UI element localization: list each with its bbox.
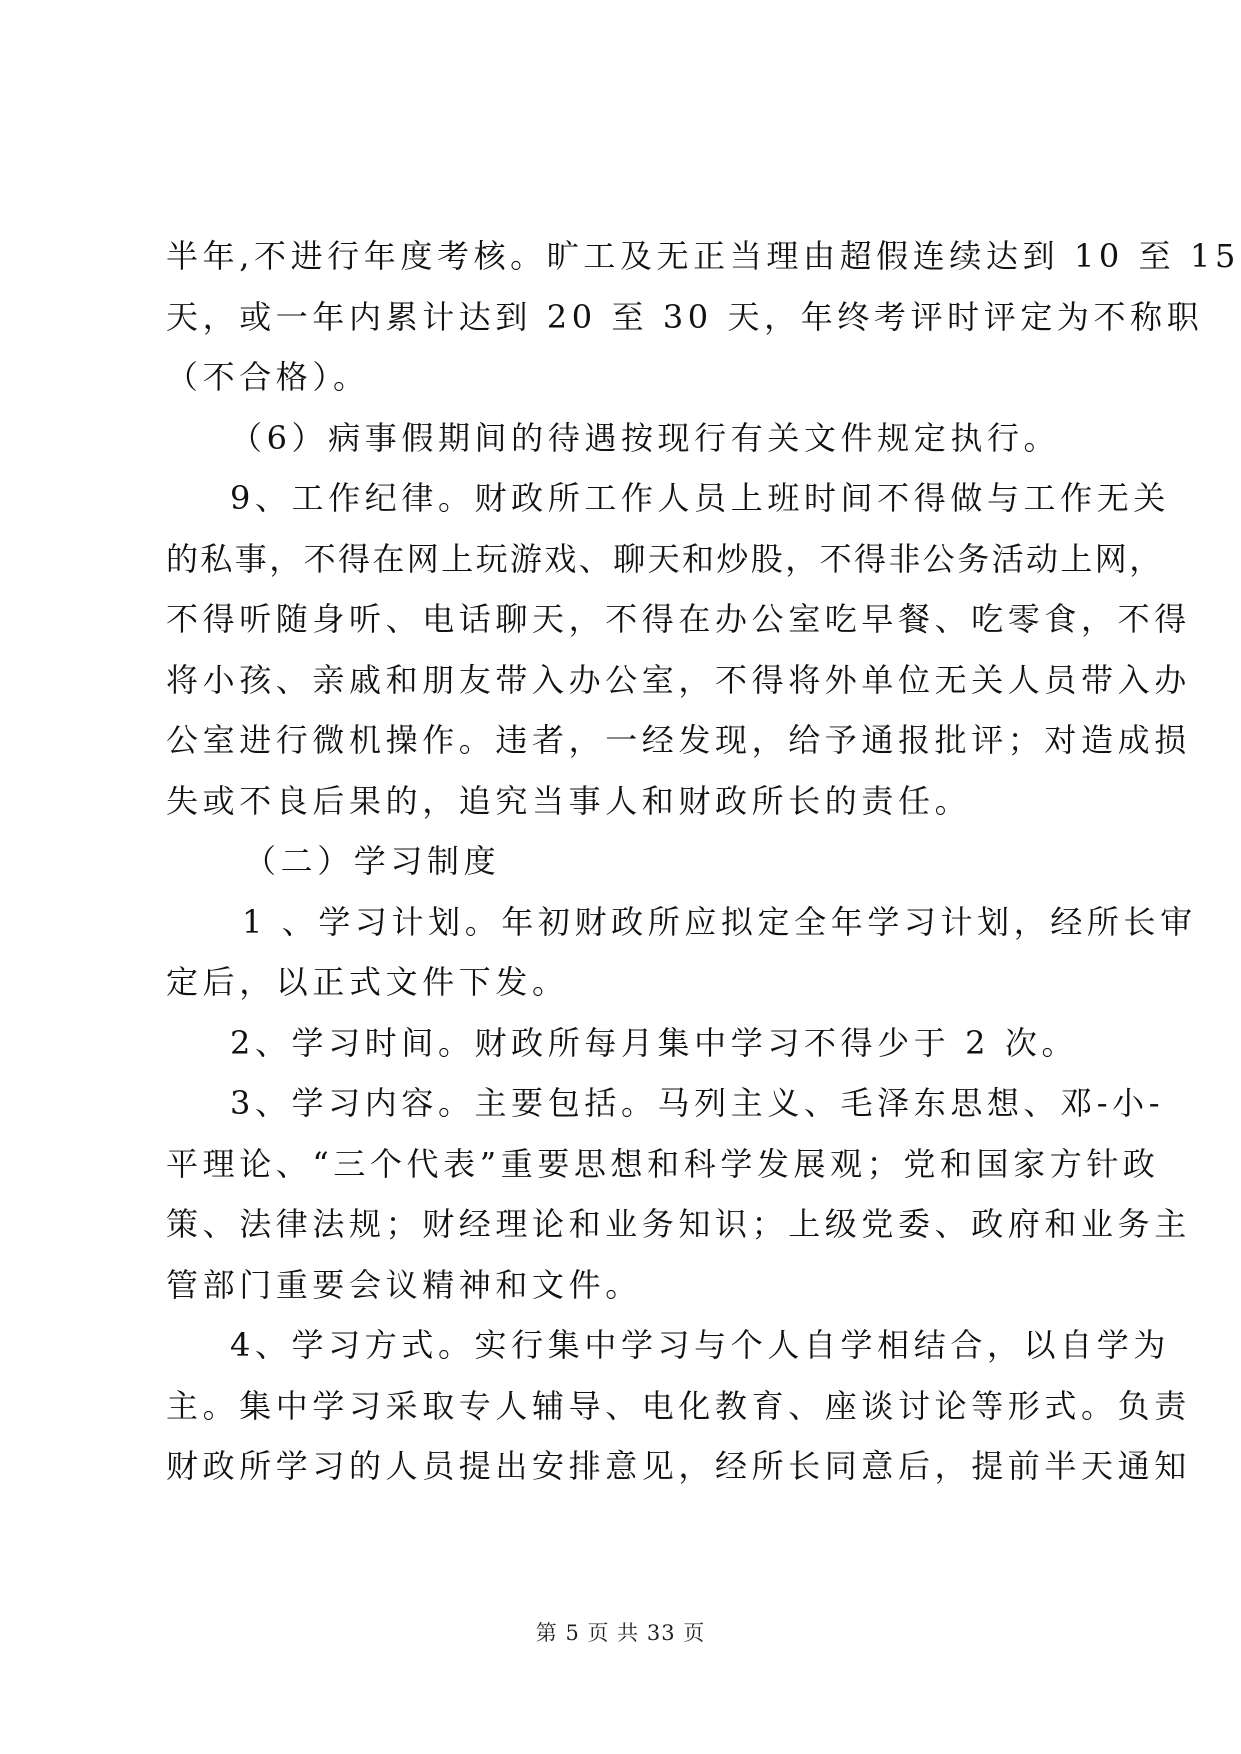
section-heading: （二）学习制度 bbox=[244, 842, 501, 880]
text-line: 2、学习时间。财政所每月集中学习不得少于 2 次。 bbox=[230, 1023, 1079, 1062]
text-line: 1 、学习计划。年初财政所应拟定全年学习计划，经所长审 bbox=[242, 902, 1197, 941]
text-line: 主。集中学习采取专人辅导、电化教育、座谈讨论等形式。负责 bbox=[166, 1386, 1191, 1425]
text-line: 策、法律法规；财经理论和业务知识；上级党委、政府和业务主 bbox=[166, 1205, 1191, 1243]
text-line: 天，或一年内累计达到 20 至 30 天，年终考评时评定为不称职 bbox=[166, 297, 1204, 336]
document-body bbox=[166, 226, 1240, 1497]
text-line: 9、工作纪律。财政所工作人员上班时间不得做与工作无关 bbox=[230, 479, 1170, 517]
page-number-footer: 第 5 页 共 33 页 bbox=[535, 1621, 706, 1645]
text-line: 财政所学习的人员提出安排意见，经所长同意后，提前半天通知 bbox=[166, 1447, 1191, 1485]
text-line: （6）病事假期间的待遇按现行有关文件规定执行。 bbox=[230, 418, 1061, 457]
text-line: 将小孩、亲戚和朋友带入办公室，不得将外单位无关人员带入办 bbox=[166, 660, 1191, 699]
text-line: 管部门重要会议精神和文件。 bbox=[166, 1265, 642, 1304]
text-line: 平理论、“三个代表”重要思想和科学发展观；党和国家方针政 bbox=[166, 1144, 1160, 1183]
text-line: 半年,不进行年度考核。旷工及无正当理由超假连续达到 10 至 15 bbox=[166, 237, 1240, 275]
text-line: 4、学习方式。实行集中学习与个人自学相结合，以自学为 bbox=[230, 1326, 1170, 1364]
text-line: 不得听随身听、电话聊天，不得在办公室吃早餐、吃零食，不得 bbox=[166, 600, 1191, 638]
text-line: 的私事，不得在网上玩游戏、聊天和炒股，不得非公务活动上网， bbox=[166, 539, 1164, 578]
text-line: （不合格）。 bbox=[166, 358, 370, 396]
text-line: 失或不良后果的，追究当事人和财政所长的责任。 bbox=[166, 781, 972, 820]
text-line: 定后，以正式文件下发。 bbox=[166, 963, 569, 1001]
text-line: 公室进行微机操作。违者，一经发现，给予通报批评；对造成损 bbox=[166, 721, 1191, 759]
text-line: 3、学习内容。主要包括。马列主义、毛泽东思想、邓-小- bbox=[230, 1084, 1165, 1122]
